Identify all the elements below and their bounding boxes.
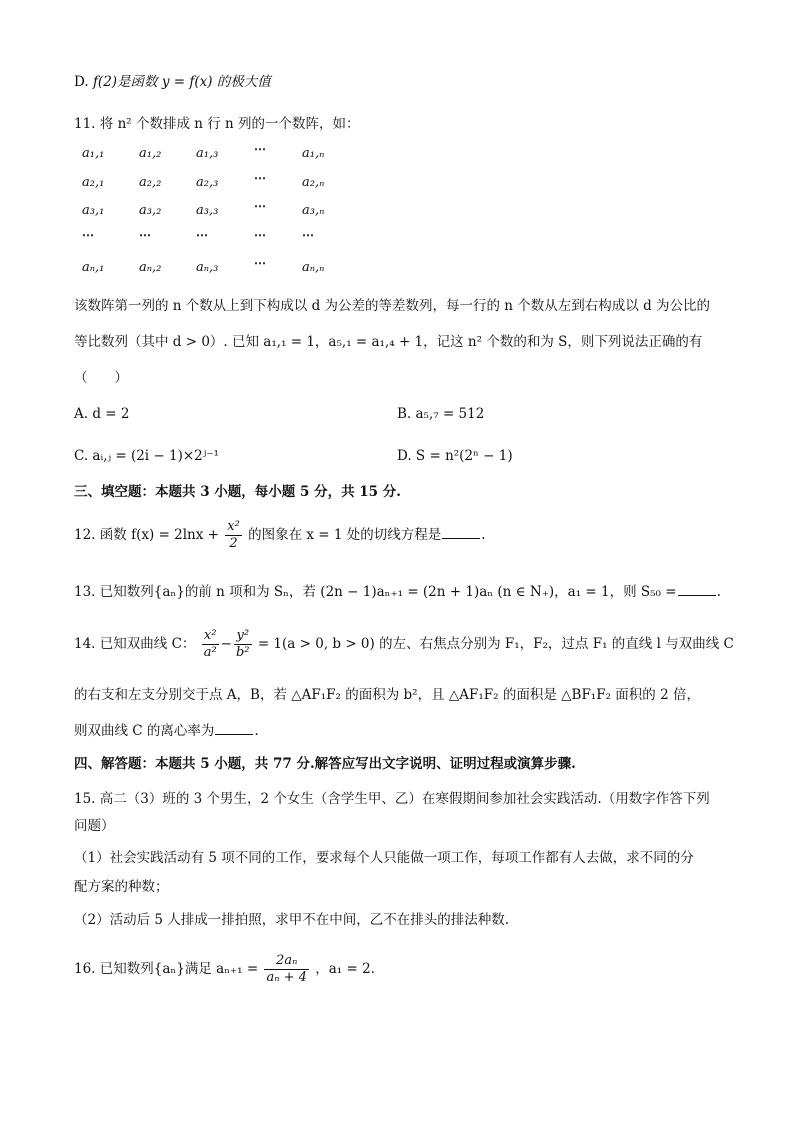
matrix-cell: a₂,₁ <box>82 174 105 190</box>
answer-blank[interactable] <box>442 525 480 539</box>
matrix-cell: a₂,₂ <box>139 174 162 190</box>
matrix-cell: aₙ,₃ <box>196 260 219 275</box>
matrix-cell: ⋯ <box>82 227 95 242</box>
fraction-numerator: y² <box>234 628 252 645</box>
fraction-denominator: 2 <box>229 536 238 551</box>
matrix-cell: ⋯ <box>254 256 267 270</box>
matrix-cell: a₁,₁ <box>82 146 105 161</box>
q11-option-b: B. a₅,₇ = 512 <box>397 406 485 422</box>
fraction-denominator: b² <box>235 645 250 660</box>
option-label: D. <box>74 74 89 90</box>
q16-text-after: ，a₁ = 2. <box>315 961 375 977</box>
q13-text: 已知数列{aₙ}的前 n 项和为 Sₙ，若 (2n − 1)aₙ₊₁ = (2n + 1)aₙ (n ∈ N₊)，a₁ = 1，则 S₅₀ = <box>99 584 677 600</box>
q14-text-before: 已知双曲线 C： <box>99 636 196 652</box>
q11-option-d: D. S = n²(2ⁿ − 1) <box>397 448 513 464</box>
fraction-numerator: 2aₙ <box>264 953 308 970</box>
matrix-cell: a₁,₂ <box>139 146 162 161</box>
matrix-cell: a₃,₃ <box>196 203 219 218</box>
q13-end: . <box>716 584 721 600</box>
answer-blank[interactable] <box>678 582 716 596</box>
fraction <box>234 628 252 661</box>
question-number: 11. <box>74 116 96 132</box>
minus-sign: − <box>220 636 232 652</box>
matrix-cell: a₃,ₙ <box>302 203 325 218</box>
q15-part1-line1: （1）社会实践活动有 5 项不同的工作，要求每个人只能做一项工作，每项工作都有人去做，求不同的分 <box>74 850 694 866</box>
section3-heading: 三、填空题：本题共 3 小题，每小题 5 分，共 15 分. <box>74 484 401 500</box>
q16 <box>74 951 375 987</box>
q12-text-after: 的图象在 x = 1 处的切线方程是 <box>248 527 442 543</box>
q14-line3-text: 则双曲线 C 的离心率为 <box>74 723 215 739</box>
q12-text-before: 函数 f(x) = 2lnx + <box>99 527 219 543</box>
matrix-cell: ⋯ <box>196 227 209 242</box>
option-text: f(2)是函数 y = f(x) 的极大值 <box>92 74 271 90</box>
q15-part2: （2）活动后 5 人排成一排拍照，求甲不在中间，乙不在排头的排法种数. <box>74 912 510 928</box>
fraction <box>202 628 219 661</box>
q16-text-before: 已知数列{aₙ}满足 aₙ₊₁ = <box>99 961 259 977</box>
matrix-cell: ⋯ <box>254 170 267 185</box>
q11-option-c: C. aᵢ,ⱼ = (2i − 1)×2ʲ⁻¹ <box>74 448 219 464</box>
matrix-cell: a₁,ₙ <box>302 146 325 161</box>
fraction-denominator: a² <box>203 645 217 660</box>
answer-blank[interactable] <box>215 721 253 735</box>
matrix-cell: aₙ,ₙ <box>302 260 325 275</box>
matrix-cell: ⋯ <box>254 199 267 213</box>
matrix-cell: ⋯ <box>254 142 267 156</box>
q15-part1-line2: 配方案的种数； <box>74 879 169 895</box>
question-number: 13. <box>74 584 96 600</box>
q11-answer-brackets: （ ） <box>74 370 128 386</box>
q13 <box>74 582 721 602</box>
question-number: 16. <box>74 961 96 977</box>
matrix-cell: ⋯ <box>254 227 267 242</box>
matrix-cell: a₃,₂ <box>139 203 162 218</box>
matrix-cell: a₂,ₙ <box>302 174 325 190</box>
q11-stem-line2: 该数阵第一列的 n 个数从上到下构成以 d 为公差的等差数列，每一行的 n 个数从左到右构成以 d 为公比的 <box>74 298 711 314</box>
question-number: 12. <box>74 527 96 543</box>
fraction-numerator: x² <box>227 519 240 534</box>
section4-heading: 四、解答题：本题共 5 小题，共 77 分.解答应写出文字说明、证明过程或演算步骤. <box>74 756 576 772</box>
matrix-cell: aₙ,₁ <box>82 260 105 275</box>
fraction-numerator: x² <box>202 628 219 645</box>
q11-option-a: A. d = 2 <box>74 406 130 422</box>
q14-end: . <box>254 723 259 739</box>
matrix-cell: a₂,₃ <box>196 174 219 190</box>
q10-option-d <box>74 72 271 92</box>
q12-end: . <box>481 527 486 543</box>
q11-stem-line3: 等比数列（其中 d > 0）. 已知 a₁,₁ = 1，a₅,₁ = a₁,₄ + 1，记这 n² 个数的和为 S，则下列说法正确的有 <box>74 334 703 350</box>
q12 <box>74 519 486 552</box>
q14-text-after: = 1(a > 0, b > 0) 的左、右焦点分别为 F₁，F₂，过点 F₁ 的直线 l 与双曲线 C <box>257 636 734 652</box>
matrix-cell: a₃,₁ <box>82 203 105 218</box>
matrix-cell: ⋯ <box>139 227 152 242</box>
matrix-cell: aₙ,₂ <box>139 260 162 275</box>
q15-line2: 问题） <box>74 818 115 834</box>
q14-line1 <box>74 626 734 662</box>
q15-line1: 15. 高二（3）班的 3 个男生，2 个女生（含学生甲、乙）在寒假期间参加社会实践活动.（用数字作答下列 <box>74 791 710 807</box>
question-number: 14. <box>74 636 96 652</box>
question-text: 将 n² 个数排成 n 行 n 列的一个数阵，如： <box>99 116 360 132</box>
q14-line3 <box>74 721 259 741</box>
matrix-cell: a₁,₃ <box>196 146 219 161</box>
fraction <box>225 519 242 552</box>
q11-stem-line1 <box>74 114 360 134</box>
q14-line2: 的右支和左支分别交于点 A，B，若 △AF₁F₂ 的面积为 b²，且 △AF₁F₂ 的面积是 △BF₁F₂ 面积的 2 倍， <box>74 687 700 703</box>
fraction-denominator: aₙ + 4 <box>266 970 307 985</box>
fraction <box>264 953 308 986</box>
matrix-cell: ⋯ <box>302 227 315 242</box>
